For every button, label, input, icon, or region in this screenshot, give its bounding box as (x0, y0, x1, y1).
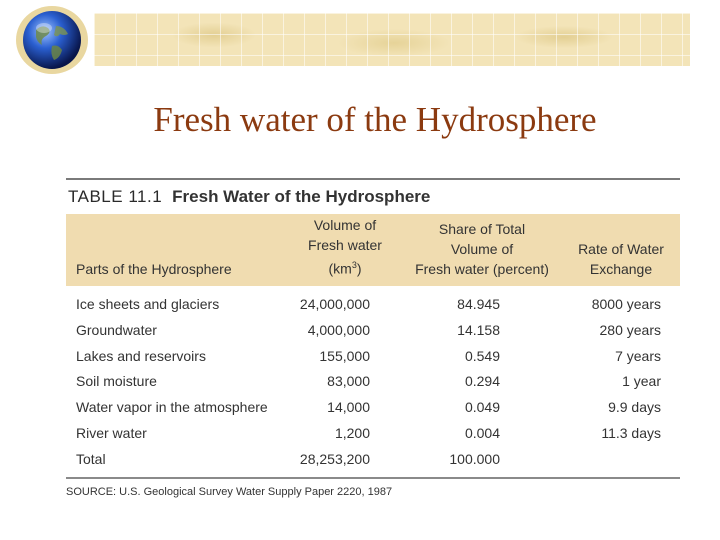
cell-rate: 11.3 days (601, 424, 661, 441)
cell-volume: 24,000,000 (299, 296, 370, 312)
table-row (66, 395, 680, 421)
cell-rate: 8000 years (591, 296, 661, 312)
cell-rate: 1 year (622, 373, 661, 390)
cell-share: 100.000 (449, 450, 500, 467)
table-number: TABLE 11.1 (68, 187, 163, 206)
cell-part: Groundwater (76, 321, 157, 338)
cell-rate: 280 years (599, 321, 661, 338)
slide-title: Fresh water of the Hydrosphere (153, 100, 597, 139)
table-row (66, 369, 680, 395)
cell-part: Soil moisture (76, 373, 157, 390)
header-rate: Rate of Water Exchange (578, 241, 664, 277)
cell-part: Ice sheets and glaciers (76, 296, 220, 312)
cell-part: Total (76, 450, 106, 467)
table-title: Fresh Water of the Hydrosphere (172, 187, 431, 206)
cell-share: 84.945 (457, 296, 500, 312)
header-volume: Volume of Fresh water $(km^3)$ (308, 217, 382, 277)
cell-volume: 14,000 (327, 399, 370, 416)
cell-share: 0.004 (464, 424, 500, 441)
cell-volume: 83,000 (327, 373, 370, 390)
cell-volume: 4,000,000 (307, 321, 370, 338)
cell-share: 0.549 (464, 347, 500, 364)
world-map-banner (94, 13, 690, 66)
table-header (66, 214, 680, 286)
table-row (66, 421, 680, 447)
fresh-water-table (66, 178, 680, 479)
cell-volume: 1,200 (334, 424, 370, 441)
cell-rate: 9.9 days (608, 399, 661, 416)
table-row-total (66, 447, 680, 473)
cell-part: Lakes and reservoirs (76, 347, 206, 364)
cell-part: Water vapor in the atmosphere (76, 399, 268, 416)
table-row (66, 318, 680, 344)
cell-volume: 155,000 (319, 347, 370, 364)
cell-part: River water (76, 424, 147, 441)
table-caption (66, 178, 680, 214)
cell-share: 0.049 (464, 399, 500, 416)
header-parts: Parts of the Hydrosphere (76, 261, 232, 277)
table-body (66, 286, 680, 479)
cell-share: 14.158 (457, 321, 500, 338)
table-row (66, 292, 680, 318)
cell-share: 0.294 (464, 373, 500, 390)
cell-volume: 28,253,200 (299, 450, 370, 467)
globe-icon (16, 6, 88, 74)
cell-rate: 7 years (615, 347, 661, 364)
table-row (66, 344, 680, 370)
header-share: Share of Total Volume of Fresh water (percent) (415, 221, 549, 277)
table-source: SOURCE: U.S. Geological Survey Water Supply Paper 2220, 1987 (66, 486, 393, 498)
